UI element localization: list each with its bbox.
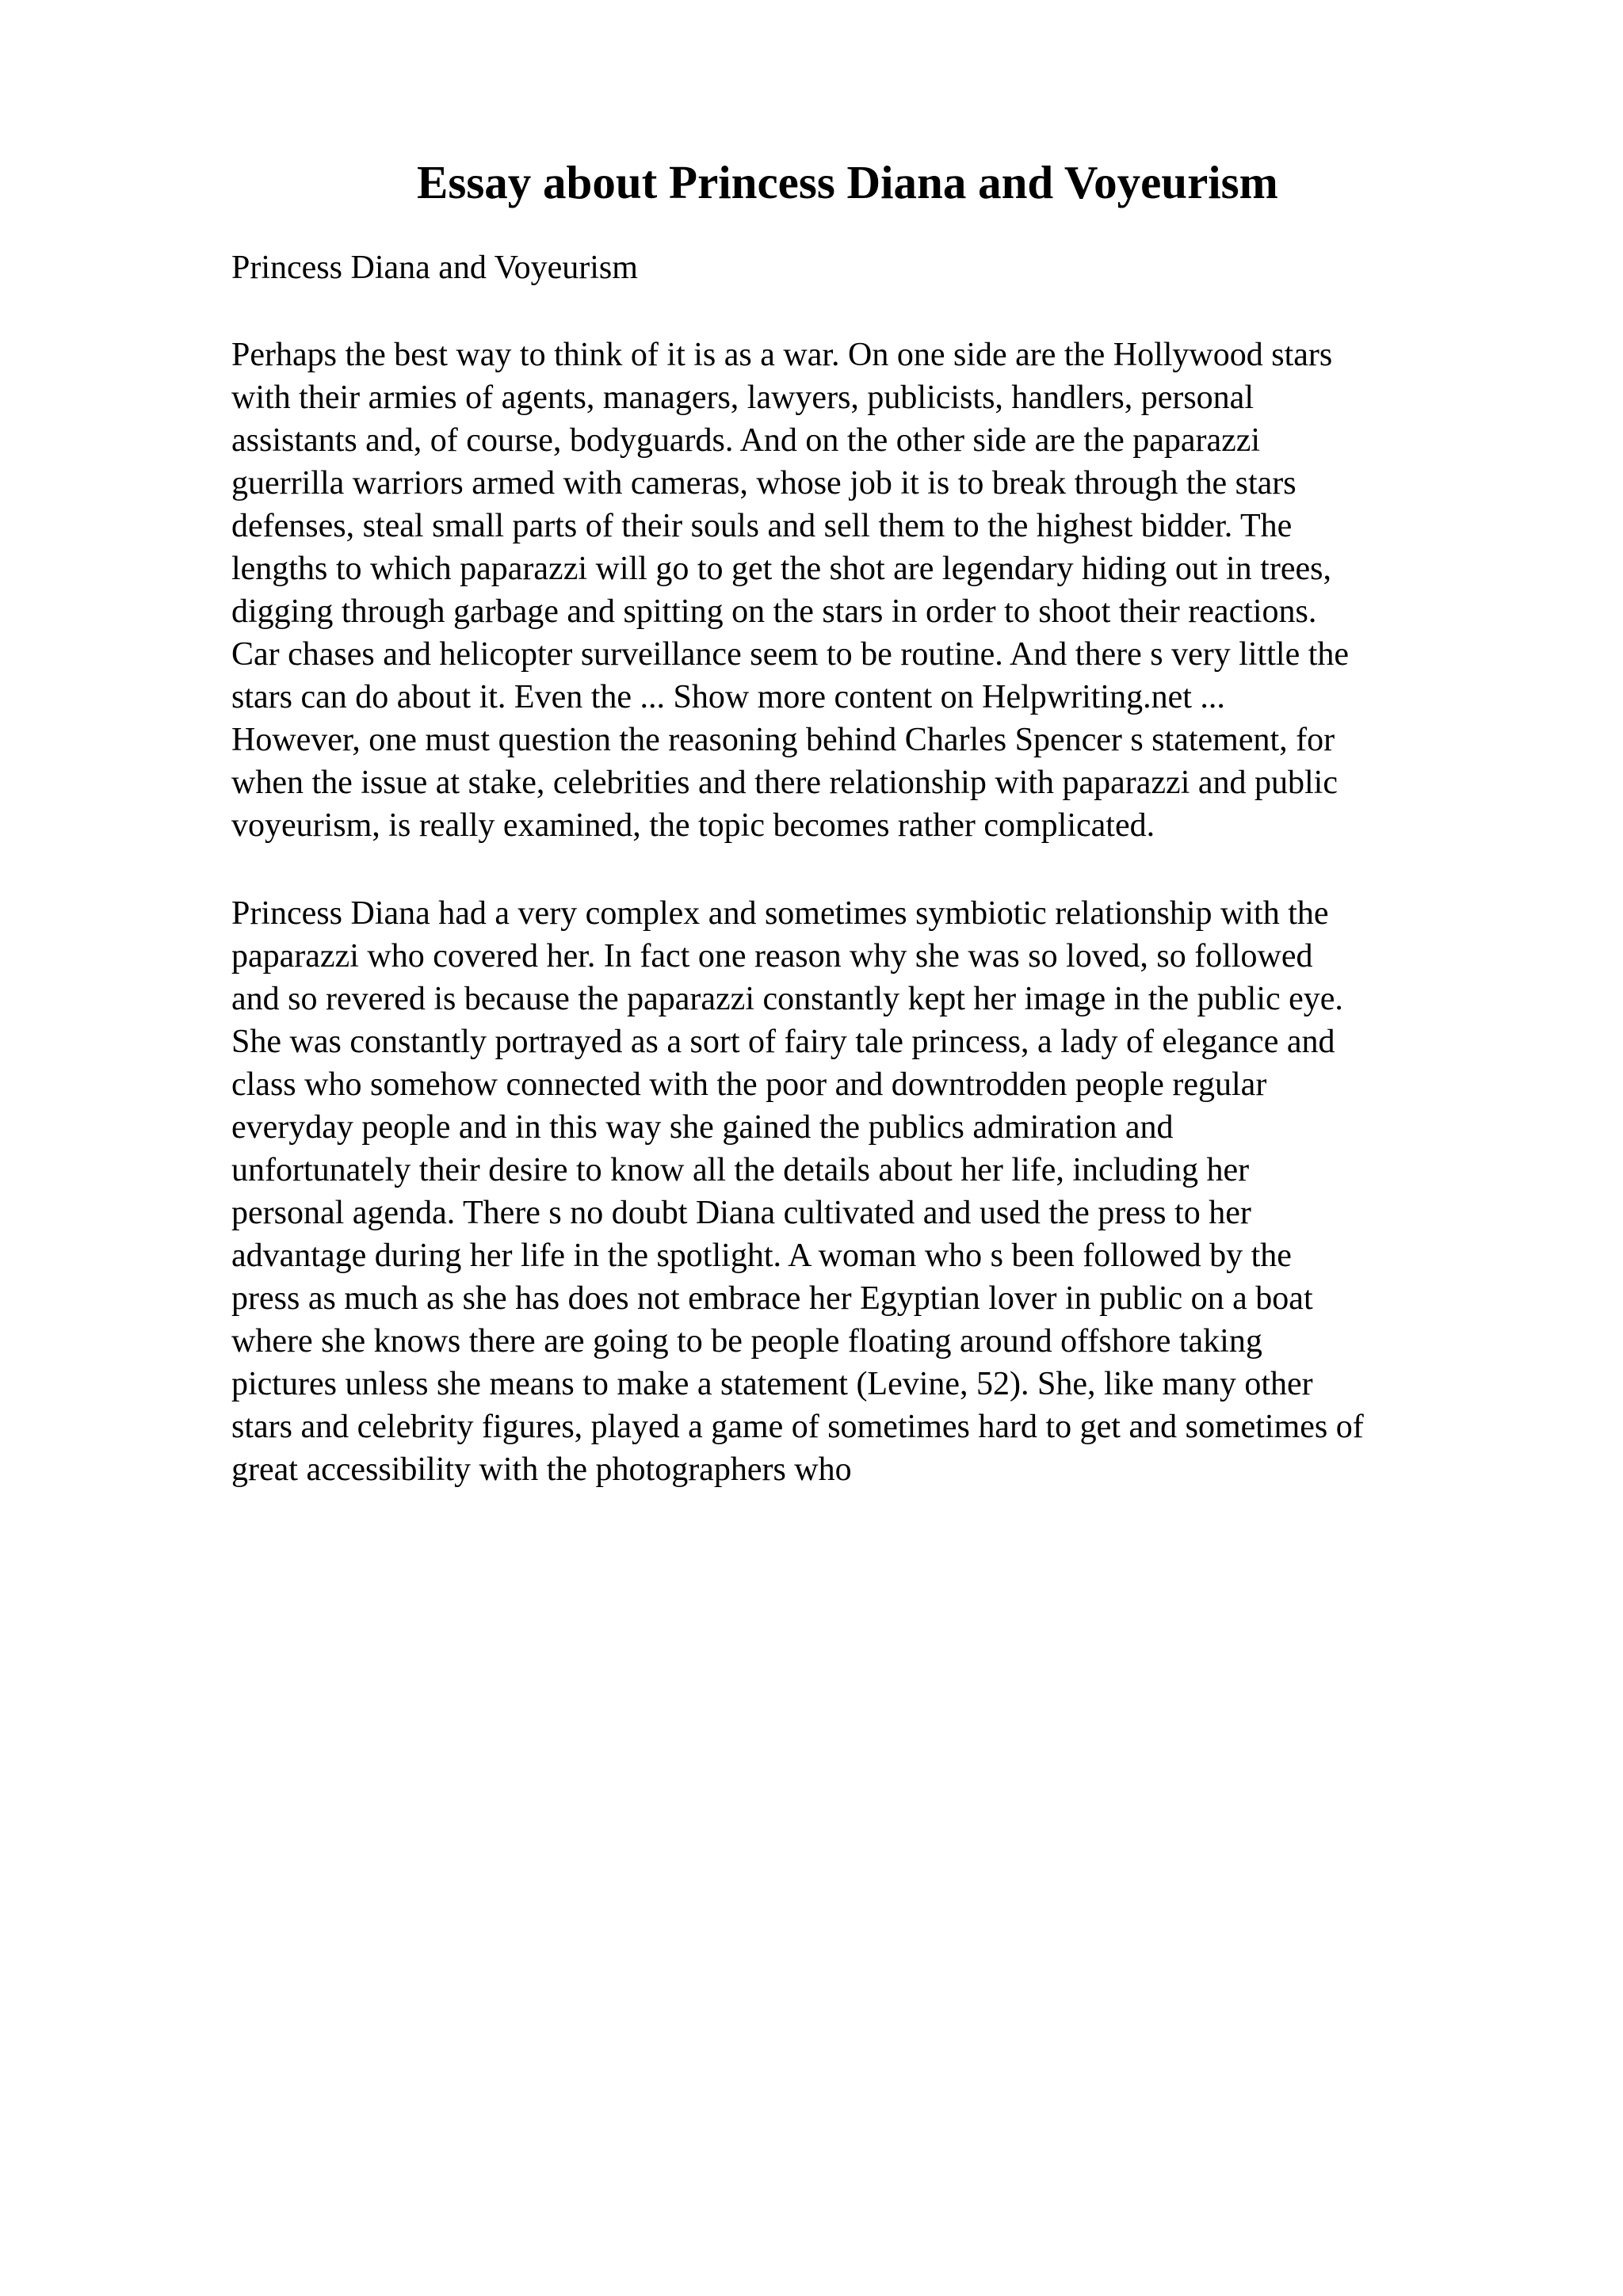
paragraph-line: when the issue at stake, celebrities and there relationship with paparazzi and public [231,765,1338,801]
paragraph-line: unfortunately their desire to know all the details about her life, including her [231,1152,1250,1188]
paragraph-line: paparazzi who covered her. In fact one reason why she was so loved, so followed [231,938,1313,974]
paragraph-line: with their armies of agents, managers, lawyers, publicists, handlers, personal [231,379,1254,416]
paragraph-1 [231,334,1531,847]
paragraph-line: However, one must question the reasoning behind Charles Spencer s statement, for [231,722,1335,758]
paragraph-line: voyeurism, is really examined, the topic becomes rather complicated. [231,807,1155,844]
paragraph-2 [231,892,1531,1491]
paragraph-line: digging through garbage and spitting on the stars in order to shoot their reactions. [231,593,1317,630]
paragraph-line: and so revered is because the paparazzi constantly kept her image in the public eye. [231,981,1343,1017]
paragraph-line: stars can do about it. Even the ... Show more content on Helpwriting.net ... [231,679,1225,715]
paragraph-line: Princess Diana had a very complex and sometimes symbiotic relationship with the [231,895,1329,932]
paragraph-line: Perhaps the best way to think of it is as a war. On one side are the Hollywood stars [231,337,1333,373]
paragraph-line: pictures unless she means to make a statement (Levine, 52). She, like many other [231,1366,1313,1402]
paragraph-line: press as much as she has does not embrace her Egyptian lover in public on a boat [231,1280,1313,1317]
paragraph-line: She was constantly portrayed as a sort of fairy tale princess, a lady of elegance and [231,1024,1335,1060]
paragraph-line: great accessibility with the photographers who [231,1451,852,1488]
paragraph-line: everyday people and in this way she gained the publics admiration and [231,1109,1174,1146]
paragraph-line: guerrilla warriors armed with cameras, whose job it is to break through the stars [231,465,1296,502]
document-title: Essay about Princess Diana and Voyeurism [417,156,1278,208]
paragraph-line: advantage during her life in the spotlight. A woman who s been followed by the [231,1238,1292,1274]
paragraph-line: where she knows there are going to be people floating around offshore taking [231,1323,1262,1360]
paragraph-line: defenses, steal small parts of their souls and sell them to the highest bidder. The [231,508,1293,544]
paragraph-line: lengths to which paparazzi will go to get the shot are legendary hiding out in trees, [231,551,1331,587]
paragraph-line: class who somehow connected with the poor and downtrodden people regular [231,1066,1267,1103]
paragraph-line: assistants and, of course, bodyguards. And on the other side are the paparazzi [231,422,1261,459]
paragraph-line: Car chases and helicopter surveillance seem to be routine. And there s very little the [231,636,1350,673]
paragraph-line: stars and celebrity figures, played a game of sometimes hard to get and sometimes of [231,1409,1364,1445]
document-subtitle: Princess Diana and Voyeurism [231,250,638,286]
paragraph-line: personal agenda. There s no doubt Diana cultivated and used the press to her [231,1195,1251,1231]
